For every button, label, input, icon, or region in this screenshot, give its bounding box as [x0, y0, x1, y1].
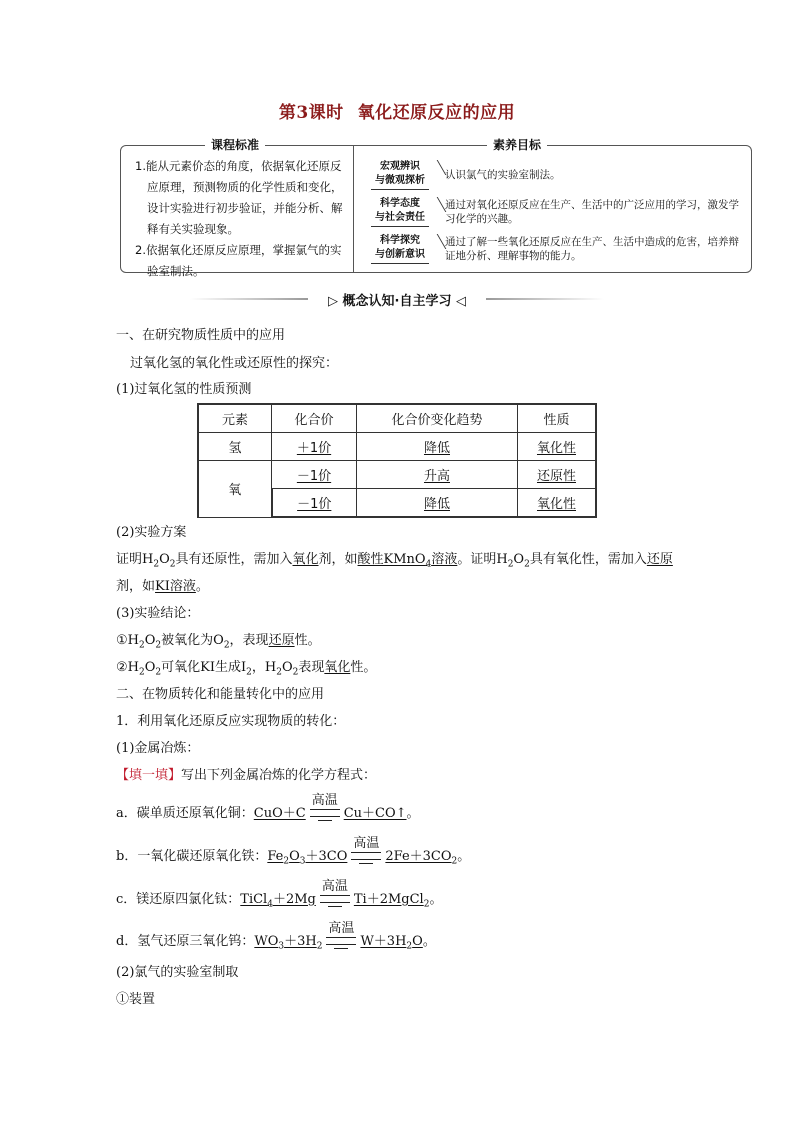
section-header: [190, 291, 604, 307]
cell-property: 氧化性: [536, 441, 576, 456]
goal-text: 认识氯气的实验室制法。: [445, 168, 561, 181]
bracket-icon: [431, 160, 441, 190]
standards-heading: 课程标准: [205, 137, 265, 153]
blank-answer: 还原: [646, 552, 673, 567]
intro-text: 过氧化氢的氧化性或还原性的探究：: [130, 356, 339, 371]
property-table: [197, 403, 597, 518]
blank-answer: 氧化: [292, 552, 319, 567]
goal-item: [371, 193, 743, 230]
cell-trend: 降低: [423, 441, 450, 456]
goal-label: 科学探究 与创新意识: [371, 234, 429, 264]
goal-item: [371, 230, 743, 267]
equation-d: d．氢气还原三氧化钨：$WO_3+3H_2$ 高温 $W+3H_2O$。: [116, 921, 436, 952]
cell-element: 氧: [198, 461, 272, 518]
equation-a: a．碳单质还原氧化铜：CuO＋C 高温 Cu＋CO↑。: [116, 793, 420, 821]
goal-label: 科学态度 与社会责任: [371, 197, 429, 227]
cell-trend: 降低: [423, 497, 450, 512]
fill-tag: 【填一填】: [116, 768, 182, 783]
subheading-prediction: (1)过氧化氢的性质预测: [116, 382, 252, 397]
lesson-topic: 氧化还原反应的应用: [357, 103, 516, 123]
cell-trend: 升高: [423, 469, 450, 484]
heading-s2: 二、在物质转化和能量转化中的应用: [116, 687, 325, 702]
goal-text: 通过对氧化还原反应在生产、生活中的广泛应用的学习，激发学习化学的兴趣。: [445, 198, 739, 225]
cell-valence: －1价: [297, 497, 332, 512]
goals-list: [371, 156, 743, 267]
equation-b: b．一氧化碳还原氧化铁：$Fe_2O_3+3CO$ 高温 $2Fe+3CO_2$。: [116, 836, 471, 867]
goal-label: 宏观辨识 与微观探析: [371, 160, 429, 190]
standard-item: 1.能从元素价态的角度，依据氧化还原反应原理，预测物质的化学性质和变化，设计实验进行初步验证，并能分析、解释有关实验现象。: [135, 159, 343, 236]
table-header: 性质: [518, 404, 597, 433]
cell-element: 氢: [198, 433, 272, 461]
divider-right: [486, 298, 604, 300]
divider-left: [190, 298, 308, 300]
table-row: [198, 461, 596, 489]
table-row: [198, 433, 596, 461]
table-header: 化合价: [272, 404, 357, 433]
lesson-number: 第3课时: [278, 103, 344, 123]
fill-prompt: 【填一填】写出下列金属冶炼的化学方程式：: [116, 768, 377, 783]
subheading-conclusion: (3)实验结论：: [116, 606, 200, 621]
cell-valence: －1价: [296, 469, 332, 484]
subheading-conversion: 1．利用氧化还原反应实现物质的转化：: [116, 714, 346, 729]
blank-answer: 酸性KMnO$_4$溶液: [357, 552, 458, 570]
lesson-title: [0, 98, 794, 123]
cell-property: 氧化性: [536, 497, 576, 512]
standards-goals-box: [120, 138, 752, 278]
subheading-chlorine: (2)氯气的实验室制取: [116, 965, 239, 980]
bracket-icon: [431, 197, 441, 227]
blank-answer: KI溶液: [155, 579, 196, 594]
condition-mark: 高温: [320, 880, 350, 907]
goals-heading: 素养目标: [487, 137, 547, 153]
goal-item: [371, 156, 743, 193]
table-header-row: [198, 404, 596, 433]
cell-property: 还原性: [536, 469, 576, 484]
box-divider: [353, 146, 354, 272]
heading-s1: 一、在研究物质性质中的应用: [116, 328, 286, 343]
condition-mark: 高温: [310, 794, 340, 821]
subheading-smelting: (1)金属冶炼：: [116, 741, 200, 756]
cell-valence: ＋1价: [296, 441, 332, 456]
plan-text-2: 剂，如KI溶液。: [116, 579, 209, 594]
plan-text-1: 证明$H_2O_2$具有还原性，需加入氧化剂，如酸性KMnO$_4$溶液。证明$H_2O_2$具有氧化性，需加入还原: [116, 552, 673, 570]
standards-list: [135, 156, 347, 282]
conclusion-1: $①H_2O_2$被氧化为$O_2$，表现还原性。: [116, 633, 321, 651]
goal-text: 通过了解一些氧化还原反应在生产、生活中造成的危害，培养辩证地分析、理解事物的能力。: [445, 235, 739, 262]
equation-c: c．镁还原四氯化钛：TiCl$_4$＋2Mg 高温 Ti＋2MgCl$_2$。: [116, 879, 443, 910]
table-header: 化合价变化趋势: [357, 404, 518, 433]
table-header: 元素: [198, 404, 272, 433]
standard-item: 2.依据氧化还原反应原理，掌握氯气的实验室制法。: [135, 243, 342, 278]
subheading-apparatus: ①装置: [116, 992, 156, 1007]
section-header-text: ▷ 概念认知·自主学习 ◁: [327, 294, 466, 309]
bracket-icon: [431, 234, 441, 264]
conclusion-2: $②H_2O_2$可氧化KI生成$I_2$，$H_2O_2$表现氧化性。: [116, 660, 377, 678]
condition-mark: 高温: [351, 837, 381, 864]
subheading-plan: (2)实验方案: [116, 525, 187, 540]
condition-mark: 高温: [326, 922, 356, 949]
